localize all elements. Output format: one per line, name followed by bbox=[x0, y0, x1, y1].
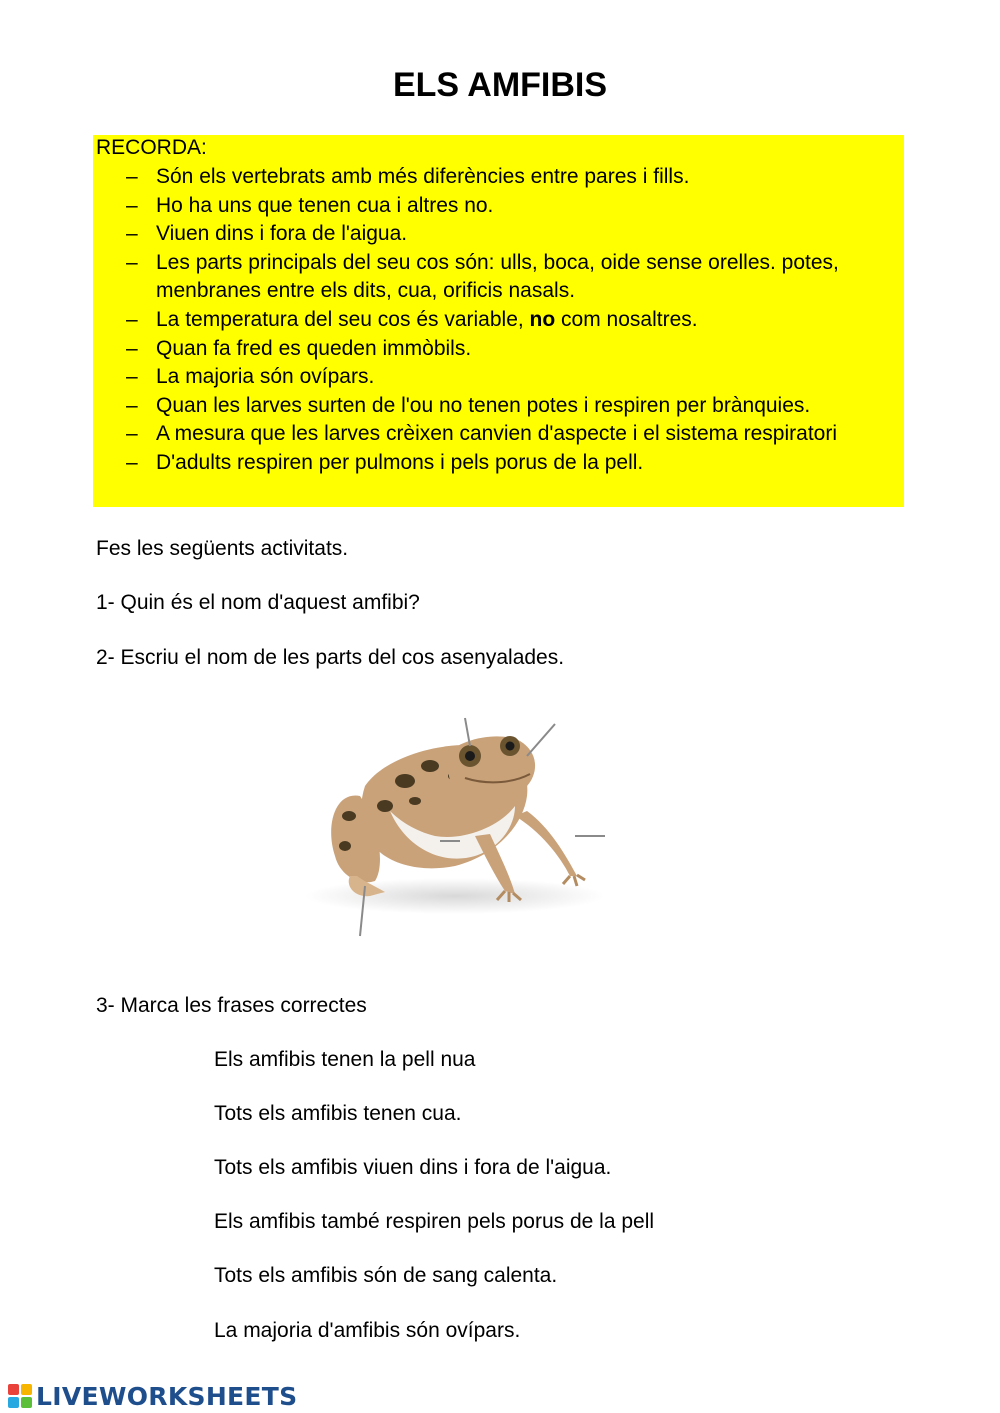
list-item bbox=[96, 449, 896, 478]
list-item-text: Viuen dins i fora de l'aigua. bbox=[156, 222, 408, 246]
statement-option[interactable]: Tots els amfibis viuen dins i fora de l'aigua. bbox=[214, 1156, 612, 1179]
dash-bullet: – bbox=[126, 165, 138, 188]
frog-head bbox=[445, 736, 535, 792]
liveworksheets-logo bbox=[8, 1381, 297, 1411]
list-item-text: Les parts principals del seu cos són: ulls, boca, oide sense orelles. potes, menbranes entre els dits, cua, orificis nasals. bbox=[156, 250, 839, 303]
list-item bbox=[96, 420, 896, 449]
statement-option[interactable]: Els amfibis també respiren pels porus de la pell bbox=[214, 1210, 655, 1233]
dash-bullet: – bbox=[126, 393, 138, 417]
dash-bullet: – bbox=[126, 365, 138, 389]
statement-option[interactable]: Els amfibis tenen la pell nua bbox=[214, 1048, 476, 1071]
logo-block bbox=[21, 1384, 32, 1395]
list-item-text: Són els vertebrats amb més diferències entre pares i fills. bbox=[156, 165, 690, 188]
question-1: 1- Quin és el nom d'aquest amfibi? bbox=[96, 591, 420, 614]
list-item-text: D'adults respiren per pulmons i pels porus de la pell. bbox=[156, 450, 644, 474]
list-item-bold-word: no bbox=[529, 307, 556, 331]
logo-block bbox=[8, 1397, 19, 1408]
list-item-text: Quan fa fred es queden immòbils. bbox=[156, 336, 472, 360]
list-item bbox=[96, 163, 896, 192]
dash-bullet: – bbox=[126, 336, 138, 360]
list-item bbox=[96, 306, 896, 335]
dash-bullet: – bbox=[126, 250, 138, 274]
logo-blocks-icon bbox=[8, 1384, 32, 1408]
intro-text: Fes les següents activitats. bbox=[96, 537, 349, 560]
dash-bullet: – bbox=[126, 450, 138, 474]
list-item bbox=[96, 220, 896, 249]
list-item-text: Ho ha uns que tenen cua i altres no. bbox=[156, 193, 494, 217]
frog-image bbox=[265, 716, 630, 938]
dash-bullet: – bbox=[126, 422, 138, 446]
recorda-heading: RECORDA: bbox=[96, 136, 207, 159]
statement-option[interactable]: La majoria d'amfibis són ovípars. bbox=[214, 1319, 521, 1342]
list-item-text: A mesura que les larves crèixen canvien d'aspecte i el sistema respiratori bbox=[156, 422, 837, 446]
list-item-text: Quan les larves surten de l'ou no tenen potes i respiren per brànquies. bbox=[156, 393, 811, 417]
recorda-list bbox=[96, 163, 896, 478]
list-item bbox=[96, 363, 896, 392]
logo-block bbox=[8, 1384, 19, 1395]
statement-option[interactable]: Tots els amfibis són de sang calenta. bbox=[214, 1264, 558, 1287]
list-item bbox=[96, 249, 896, 306]
dash-bullet: – bbox=[126, 222, 138, 246]
dash-bullet: – bbox=[126, 193, 138, 217]
logo-text: LIVEWORKSHEETS bbox=[36, 1381, 298, 1411]
dash-bullet: – bbox=[126, 307, 138, 331]
list-item bbox=[96, 335, 896, 364]
list-item-text: La majoria són ovípars. bbox=[156, 365, 375, 389]
question-2: 2- Escriu el nom de les parts del cos asenyalades. bbox=[96, 646, 565, 669]
statement-option[interactable]: Tots els amfibis tenen cua. bbox=[214, 1102, 462, 1125]
list-item-text-before: La temperatura del seu cos és variable, bbox=[156, 307, 530, 331]
logo-block bbox=[21, 1397, 32, 1408]
list-item bbox=[96, 392, 896, 421]
page-title: ELS AMFIBIS bbox=[392, 66, 608, 104]
question-3: 3- Marca les frases correctes bbox=[96, 994, 367, 1017]
frog-front-leg-left bbox=[515, 811, 577, 876]
list-item bbox=[96, 192, 896, 221]
list-item-text-after: com nosaltres. bbox=[555, 307, 698, 331]
